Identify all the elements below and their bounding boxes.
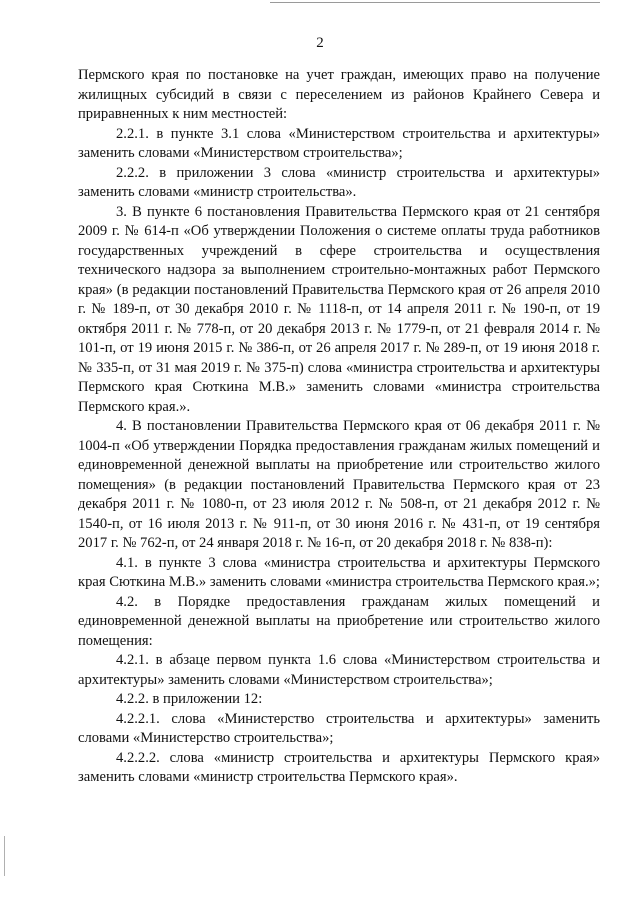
paragraph-4-2: 4.2. в Порядке предоставления гражданам жилых помещений и единовременной денежной выплаты на приобретение или строительство жилого помещения: <box>78 593 600 649</box>
paragraph-2-2-2: 2.2.2. в приложении 3 слова «министр строительства и архитектуры» заменить словами «министр строительства». <box>78 164 600 200</box>
top-scan-rule <box>270 2 600 3</box>
paragraph-4-2-2-1: 4.2.2.1. слова «Министерство строительства и архитектуры» заменить словами «Министерство строительства»; <box>78 710 600 746</box>
paragraph-4-2-1: 4.2.1. в абзаце первом пункта 1.6 слова «Министерством строительства и архитектуры» заменить словами «Министерством строительства»; <box>78 652 600 688</box>
page-number: 2 <box>316 35 324 51</box>
paragraph-4: 4. В постановлении Правительства Пермского края от 06 декабря 2011 г. № 1004-п «Об утверждении Порядка предоставления гражданам жилых помещений и единовременной денежной выплаты на приобретение или строительство жилого помещения» (в редакции постановлений Правительства Пермского края от 23 декабря 2011 г. № 1080-п, от 23 июля 2012 г. № 508-п, от 21 декабря 2012 г. № 1540-п, от 16 июля 2013 г. № 911-п, от 30 июня 2016 г. № 431-п, от 19 сентября 2017 г. № 762-п, от 24 января 2018 г. № 16-п, от 20 декабря 2018 г. № 838-п): <box>78 418 600 551</box>
paragraph-3: 3. В пункте 6 постановления Правительства Пермского края от 21 сентября 2009 г. № 614-п «Об утверждении Положения о системе оплаты труда работников государственных учреждений в сфере строительства и осуществления технического надзора за выполнением строительно-монтажных работ Пермского края» (в редакции постановлений Правительства Пермского края от 26 апреля 2010 г. № 189-п, от 30 декабря 2010 г. № 1118-п, от 14 апреля 2011 г. № 190-п, от 19 октября 2011 г. № 778-п, от 20 декабря 2013 г. № 1779-п, от 21 февраля 2014 г. № 101-п, от 19 июня 2015 г. № 386-п, от 26 апреля 2017 г. № 289-п, от 19 июня 2018 г. № 335-п, от 31 мая 2019 г. № 375-п) слова «министра строительства и архитектуры Пермского края Сюткина М.В.» заменить словами «министра строительства Пермского края.». <box>78 203 600 415</box>
paragraph-4-2-2: 4.2.2. в приложении 12: <box>116 691 263 707</box>
left-scan-mark <box>4 836 5 876</box>
paragraph-4-2-2-2: 4.2.2.2. слова «министр строительства и архитектуры Пермского края» заменить словами «министр строительства Пермского края». <box>78 749 600 785</box>
paragraph-2-2-1: 2.2.1. в пункте 3.1 слова «Министерством строительства и архитектуры» заменить словами «Министерством строительства»; <box>78 125 600 161</box>
paragraph-continuation: Пермского края по постановке на учет граждан, имеющих право на получение жилищных субсидий в связи с переселением из районов Крайнего Севера и приравненных к ним местностей: <box>78 67 600 122</box>
paragraph-4-1: 4.1. в пункте 3 слова «министра строительства и архитектуры Пермского края Сюткина М.В.» заменить словами «министра строительства Пермского края.»; <box>78 554 600 590</box>
document-body <box>78 66 600 788</box>
